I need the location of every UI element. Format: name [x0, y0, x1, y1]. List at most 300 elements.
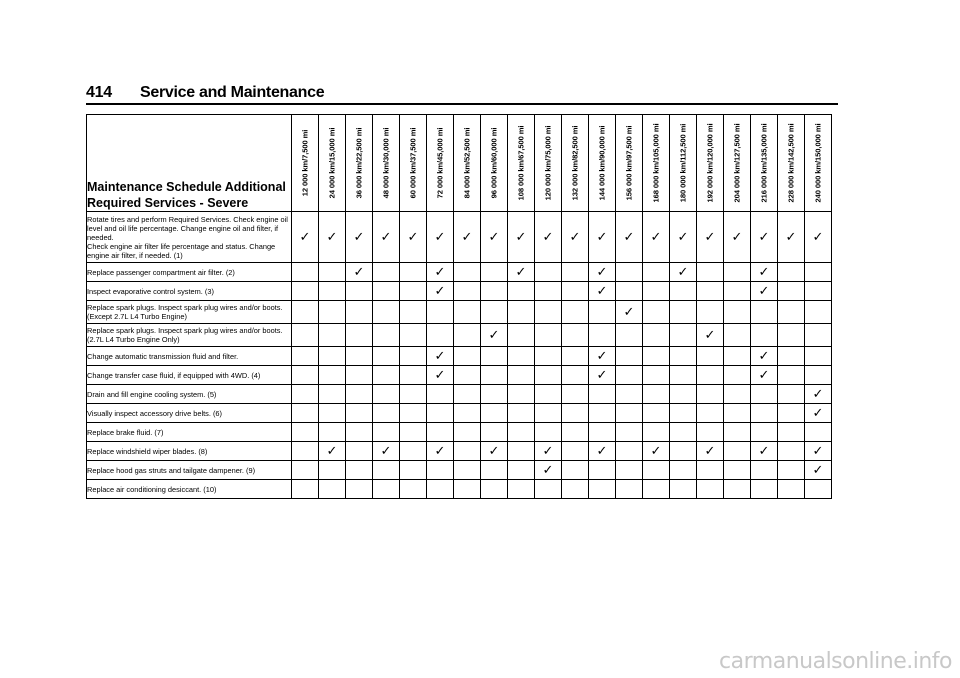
empty-cell — [805, 366, 832, 385]
table-row — [87, 282, 832, 301]
empty-cell — [481, 404, 508, 423]
empty-cell — [643, 324, 670, 347]
empty-cell — [724, 301, 751, 324]
check-icon: ✓ — [427, 282, 454, 301]
interval-column-header — [778, 115, 805, 212]
empty-cell — [562, 442, 589, 461]
check-icon: ✓ — [427, 347, 454, 366]
check-icon: ✓ — [805, 212, 832, 263]
empty-cell — [508, 461, 535, 480]
empty-cell — [751, 423, 778, 442]
empty-cell — [400, 461, 427, 480]
interval-column-header — [643, 115, 670, 212]
empty-cell — [697, 461, 724, 480]
empty-cell — [454, 282, 481, 301]
empty-cell — [373, 423, 400, 442]
empty-cell — [373, 366, 400, 385]
check-icon: ✓ — [427, 263, 454, 282]
table-row — [87, 385, 832, 404]
check-icon: ✓ — [319, 212, 346, 263]
empty-cell — [481, 366, 508, 385]
empty-cell — [292, 442, 319, 461]
empty-cell — [292, 263, 319, 282]
empty-cell — [319, 324, 346, 347]
empty-cell — [778, 366, 805, 385]
empty-cell — [373, 282, 400, 301]
empty-cell — [751, 324, 778, 347]
interval-column-header — [535, 115, 562, 212]
service-label: Visually inspect accessory drive belts. (6) — [87, 404, 292, 423]
interval-column-header — [670, 115, 697, 212]
empty-cell — [292, 480, 319, 499]
empty-cell — [508, 385, 535, 404]
check-icon: ✓ — [724, 212, 751, 263]
maintenance-schedule-table — [86, 114, 832, 499]
empty-cell — [454, 366, 481, 385]
interval-column-header — [697, 115, 724, 212]
check-icon: ✓ — [373, 212, 400, 263]
empty-cell — [778, 385, 805, 404]
empty-cell — [589, 301, 616, 324]
interval-label: 216 000 km/135,000 mi — [759, 123, 769, 203]
empty-cell — [346, 301, 373, 324]
empty-cell — [481, 301, 508, 324]
header-rule — [86, 103, 838, 105]
interval-label: 132 000 km/82,500 mi — [570, 125, 580, 201]
service-label: Change transfer case fluid, if equipped with 4WD. (4) — [87, 366, 292, 385]
empty-cell — [724, 404, 751, 423]
check-icon: ✓ — [454, 212, 481, 263]
empty-cell — [319, 263, 346, 282]
check-icon: ✓ — [670, 263, 697, 282]
check-icon: ✓ — [535, 461, 562, 480]
empty-cell — [319, 347, 346, 366]
service-label: Replace brake fluid. (7) — [87, 423, 292, 442]
table-row — [87, 404, 832, 423]
empty-cell — [805, 423, 832, 442]
empty-cell — [589, 480, 616, 499]
check-icon: ✓ — [427, 212, 454, 263]
check-icon: ✓ — [346, 212, 373, 263]
empty-cell — [508, 366, 535, 385]
check-icon: ✓ — [481, 324, 508, 347]
empty-cell — [643, 366, 670, 385]
empty-cell — [562, 385, 589, 404]
empty-cell — [589, 461, 616, 480]
check-icon: ✓ — [805, 385, 832, 404]
empty-cell — [778, 423, 805, 442]
empty-cell — [319, 385, 346, 404]
interval-column-header — [292, 115, 319, 212]
interval-label: 12 000 km/7,500 mi — [300, 129, 310, 197]
check-icon: ✓ — [319, 442, 346, 461]
empty-cell — [481, 461, 508, 480]
empty-cell — [697, 480, 724, 499]
empty-cell — [373, 480, 400, 499]
empty-cell — [616, 366, 643, 385]
empty-cell — [454, 301, 481, 324]
check-icon: ✓ — [751, 212, 778, 263]
empty-cell — [373, 263, 400, 282]
empty-cell — [427, 324, 454, 347]
empty-cell — [292, 282, 319, 301]
table-row — [87, 263, 832, 282]
check-icon: ✓ — [697, 324, 724, 347]
empty-cell — [643, 423, 670, 442]
empty-cell — [319, 404, 346, 423]
empty-cell — [562, 347, 589, 366]
service-label: Replace spark plugs. Inspect spark plug wires and/or boots. (Except 2.7L L4 Turbo Engine) — [87, 301, 292, 324]
interval-label: 48 000 km/30,000 mi — [381, 127, 391, 199]
empty-cell — [454, 347, 481, 366]
empty-cell — [724, 385, 751, 404]
empty-cell — [697, 423, 724, 442]
empty-cell — [778, 442, 805, 461]
empty-cell — [400, 282, 427, 301]
empty-cell — [643, 385, 670, 404]
table-header-row — [87, 115, 832, 212]
empty-cell — [454, 442, 481, 461]
check-icon: ✓ — [616, 212, 643, 263]
empty-cell — [535, 301, 562, 324]
empty-cell — [454, 324, 481, 347]
empty-cell — [562, 404, 589, 423]
service-label: Rotate tires and perform Required Services. Check engine oil level and oil life percentage. Change engine oil and filter, if needed. Check engine air filter life percentage and status. Change engine air filter, if needed. (1) — [87, 212, 292, 263]
empty-cell — [643, 301, 670, 324]
empty-cell — [319, 301, 346, 324]
empty-cell — [535, 282, 562, 301]
empty-cell — [751, 385, 778, 404]
empty-cell — [724, 282, 751, 301]
empty-cell — [697, 263, 724, 282]
check-icon: ✓ — [589, 212, 616, 263]
empty-cell — [400, 480, 427, 499]
empty-cell — [292, 366, 319, 385]
empty-cell — [778, 404, 805, 423]
check-icon: ✓ — [616, 301, 643, 324]
table-title: Maintenance Schedule Additional Required Services - Severe — [87, 115, 292, 212]
empty-cell — [373, 301, 400, 324]
empty-cell — [319, 282, 346, 301]
empty-cell — [805, 347, 832, 366]
empty-cell — [778, 461, 805, 480]
empty-cell — [616, 423, 643, 442]
empty-cell — [346, 385, 373, 404]
empty-cell — [373, 324, 400, 347]
empty-cell — [616, 404, 643, 423]
empty-cell — [508, 324, 535, 347]
check-icon: ✓ — [778, 212, 805, 263]
empty-cell — [346, 461, 373, 480]
table-row — [87, 347, 832, 366]
empty-cell — [508, 404, 535, 423]
check-icon: ✓ — [751, 282, 778, 301]
empty-cell — [400, 366, 427, 385]
table-row — [87, 212, 832, 263]
table-row — [87, 324, 832, 347]
empty-cell — [346, 347, 373, 366]
empty-cell — [670, 385, 697, 404]
check-icon: ✓ — [292, 212, 319, 263]
empty-cell — [616, 263, 643, 282]
check-icon: ✓ — [481, 442, 508, 461]
empty-cell — [427, 480, 454, 499]
service-label: Replace windshield wiper blades. (8) — [87, 442, 292, 461]
check-icon: ✓ — [346, 263, 373, 282]
empty-cell — [805, 263, 832, 282]
empty-cell — [292, 324, 319, 347]
empty-cell — [319, 423, 346, 442]
empty-cell — [589, 324, 616, 347]
interval-column-header — [454, 115, 481, 212]
empty-cell — [670, 347, 697, 366]
empty-cell — [778, 347, 805, 366]
check-icon: ✓ — [751, 263, 778, 282]
empty-cell — [481, 385, 508, 404]
empty-cell — [508, 423, 535, 442]
empty-cell — [616, 442, 643, 461]
empty-cell — [616, 282, 643, 301]
empty-cell — [616, 324, 643, 347]
section-title: Service and Maintenance — [140, 84, 325, 101]
empty-cell — [346, 423, 373, 442]
empty-cell — [427, 423, 454, 442]
interval-column-header — [373, 115, 400, 212]
empty-cell — [427, 461, 454, 480]
empty-cell — [670, 442, 697, 461]
empty-cell — [400, 347, 427, 366]
check-icon: ✓ — [481, 212, 508, 263]
empty-cell — [724, 263, 751, 282]
empty-cell — [373, 404, 400, 423]
watermark: carmanualsonline.info — [719, 649, 952, 674]
empty-cell — [697, 385, 724, 404]
empty-cell — [400, 423, 427, 442]
interval-column-header — [589, 115, 616, 212]
check-icon: ✓ — [697, 212, 724, 263]
empty-cell — [400, 324, 427, 347]
empty-cell — [562, 301, 589, 324]
empty-cell — [427, 404, 454, 423]
check-icon: ✓ — [508, 263, 535, 282]
empty-cell — [805, 282, 832, 301]
empty-cell — [778, 282, 805, 301]
service-label: Drain and fill engine cooling system. (5) — [87, 385, 292, 404]
empty-cell — [589, 404, 616, 423]
empty-cell — [346, 282, 373, 301]
empty-cell — [643, 461, 670, 480]
check-icon: ✓ — [589, 366, 616, 385]
empty-cell — [778, 301, 805, 324]
empty-cell — [778, 324, 805, 347]
check-icon: ✓ — [427, 366, 454, 385]
empty-cell — [751, 480, 778, 499]
empty-cell — [292, 385, 319, 404]
interval-label: 120 000 km/75,000 mi — [543, 125, 553, 201]
empty-cell — [292, 461, 319, 480]
check-icon: ✓ — [751, 347, 778, 366]
check-icon: ✓ — [589, 282, 616, 301]
empty-cell — [616, 385, 643, 404]
interval-column-header — [724, 115, 751, 212]
empty-cell — [562, 423, 589, 442]
empty-cell — [400, 442, 427, 461]
empty-cell — [454, 461, 481, 480]
empty-cell — [481, 263, 508, 282]
table-row — [87, 301, 832, 324]
interval-label: 228 000 km/142,500 mi — [786, 123, 796, 203]
empty-cell — [535, 324, 562, 347]
check-icon: ✓ — [535, 442, 562, 461]
empty-cell — [400, 263, 427, 282]
check-icon: ✓ — [670, 212, 697, 263]
empty-cell — [346, 480, 373, 499]
check-icon: ✓ — [805, 442, 832, 461]
empty-cell — [454, 480, 481, 499]
empty-cell — [427, 301, 454, 324]
service-label: Replace air conditioning desiccant. (10) — [87, 480, 292, 499]
empty-cell — [643, 263, 670, 282]
interval-label: 144 000 km/90,000 mi — [597, 125, 607, 201]
interval-column-header — [805, 115, 832, 212]
interval-label: 60 000 km/37,500 mi — [408, 127, 418, 199]
empty-cell — [670, 404, 697, 423]
interval-column-header — [616, 115, 643, 212]
interval-label: 72 000 km/45,000 mi — [435, 127, 445, 199]
empty-cell — [562, 461, 589, 480]
empty-cell — [373, 461, 400, 480]
interval-label: 36 000 km/22,500 mi — [354, 127, 364, 199]
service-label: Replace spark plugs. Inspect spark plug wires and/or boots. (2.7L L4 Turbo Engine Only) — [87, 324, 292, 347]
empty-cell — [292, 347, 319, 366]
empty-cell — [724, 461, 751, 480]
interval-label: 108 000 km/67,500 mi — [516, 125, 526, 201]
check-icon: ✓ — [589, 442, 616, 461]
empty-cell — [724, 480, 751, 499]
empty-cell — [292, 301, 319, 324]
page-number: 414 — [86, 84, 112, 101]
service-label: Inspect evaporative control system. (3) — [87, 282, 292, 301]
check-icon: ✓ — [535, 212, 562, 263]
interval-label: 168 000 km/105,000 mi — [651, 123, 661, 203]
empty-cell — [589, 385, 616, 404]
empty-cell — [508, 301, 535, 324]
empty-cell — [697, 347, 724, 366]
interval-column-header — [508, 115, 535, 212]
interval-column-header — [319, 115, 346, 212]
empty-cell — [751, 461, 778, 480]
empty-cell — [346, 442, 373, 461]
interval-column-header — [346, 115, 373, 212]
empty-cell — [373, 347, 400, 366]
empty-cell — [562, 480, 589, 499]
empty-cell — [670, 366, 697, 385]
empty-cell — [670, 480, 697, 499]
interval-column-header — [751, 115, 778, 212]
empty-cell — [670, 301, 697, 324]
empty-cell — [454, 404, 481, 423]
empty-cell — [400, 301, 427, 324]
empty-cell — [616, 347, 643, 366]
check-icon: ✓ — [697, 442, 724, 461]
check-icon: ✓ — [508, 212, 535, 263]
table-row — [87, 480, 832, 499]
empty-cell — [697, 301, 724, 324]
empty-cell — [751, 404, 778, 423]
empty-cell — [670, 324, 697, 347]
empty-cell — [346, 366, 373, 385]
interval-column-header — [400, 115, 427, 212]
empty-cell — [481, 282, 508, 301]
empty-cell — [724, 324, 751, 347]
empty-cell — [508, 442, 535, 461]
empty-cell — [292, 404, 319, 423]
empty-cell — [508, 480, 535, 499]
empty-cell — [400, 404, 427, 423]
empty-cell — [778, 263, 805, 282]
empty-cell — [535, 347, 562, 366]
empty-cell — [400, 385, 427, 404]
empty-cell — [481, 480, 508, 499]
empty-cell — [805, 480, 832, 499]
empty-cell — [778, 480, 805, 499]
empty-cell — [724, 366, 751, 385]
check-icon: ✓ — [400, 212, 427, 263]
empty-cell — [562, 324, 589, 347]
empty-cell — [616, 461, 643, 480]
empty-cell — [481, 347, 508, 366]
table-row — [87, 423, 832, 442]
interval-label: 84 000 km/52,500 mi — [462, 127, 472, 199]
empty-cell — [481, 423, 508, 442]
check-icon: ✓ — [589, 347, 616, 366]
empty-cell — [373, 385, 400, 404]
interval-label: 192 000 km/120,000 mi — [705, 123, 715, 203]
check-icon: ✓ — [751, 366, 778, 385]
empty-cell — [670, 282, 697, 301]
interval-label: 24 000 km/15,000 mi — [327, 127, 337, 199]
table-row — [87, 461, 832, 480]
empty-cell — [346, 324, 373, 347]
interval-label: 156 000 km/97,500 mi — [624, 125, 634, 201]
empty-cell — [724, 423, 751, 442]
empty-cell — [643, 347, 670, 366]
empty-cell — [562, 263, 589, 282]
check-icon: ✓ — [805, 404, 832, 423]
empty-cell — [805, 324, 832, 347]
empty-cell — [670, 423, 697, 442]
empty-cell — [562, 366, 589, 385]
empty-cell — [535, 423, 562, 442]
interval-column-header — [427, 115, 454, 212]
service-label: Replace hood gas struts and tailgate dampener. (9) — [87, 461, 292, 480]
empty-cell — [751, 301, 778, 324]
check-icon: ✓ — [427, 442, 454, 461]
table-row — [87, 366, 832, 385]
empty-cell — [346, 404, 373, 423]
empty-cell — [535, 263, 562, 282]
empty-cell — [454, 263, 481, 282]
service-label: Replace passenger compartment air filter. (2) — [87, 263, 292, 282]
empty-cell — [697, 404, 724, 423]
empty-cell — [670, 461, 697, 480]
empty-cell — [508, 282, 535, 301]
empty-cell — [724, 347, 751, 366]
check-icon: ✓ — [751, 442, 778, 461]
interval-column-header — [481, 115, 508, 212]
interval-label: 204 000 km/127,500 mi — [732, 123, 742, 203]
empty-cell — [643, 282, 670, 301]
